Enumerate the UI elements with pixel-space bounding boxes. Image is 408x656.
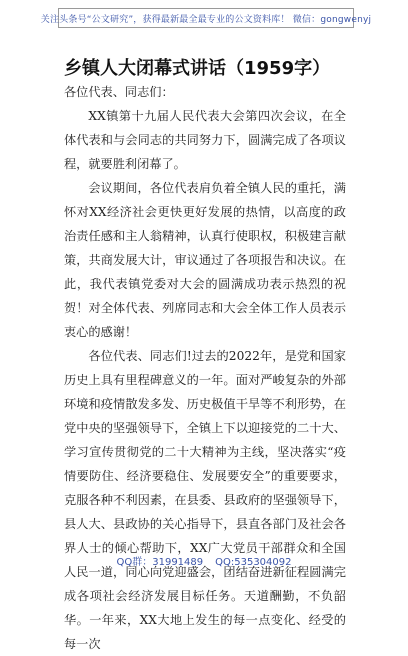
document-body <box>64 80 346 656</box>
salutation: 各位代表、同志们： <box>64 85 174 99</box>
header-banner: 关注头条号“公文研究”，获得最新最全最专业的公文资料库！ 微信：gongwenyj <box>58 8 354 28</box>
footer-contact <box>0 553 408 568</box>
paragraph-1: XX镇第十九届人民代表大会第四次会议，在全体代表和与会同志的共同努力下，圆满完成了各项议程，就要胜利闭幕了。 <box>64 109 346 171</box>
footer-qq-group: QQ群：31991489 <box>116 557 204 568</box>
document-title: 乡镇人大闭幕式讲话（1959字） <box>64 58 331 79</box>
paragraph-2: 会议期间，各位代表肩负着全镇人民的重托，满怀对XX经济社会更快更好发展的热情，以高度的政治责任感和主人翁精神，认真行使职权，积极建言献策，共商发展大计，审议通过了各项报告和决议。在此，我代表镇党委对大会的圆满成功表示热烈的祝贺！对全体代表、列席同志和大会全体工作人员表示衷心的感谢！ <box>64 181 346 339</box>
footer-qq: QQ:535304092 <box>215 557 292 568</box>
paragraph-3: 各位代表、同志们!过去的2022年，是党和国家历史上具有里程碑意义的一年。面对严峻复杂的外部环境和疫情散发多发、历史极值干旱等不利形势，在党中央的坚强领导下，全镇上下以迎接党的二十大、学习宣传贯彻党的二十大精神为主线，坚决落实“疫情要防住、经济要稳住、发展要安全”的重要要求，克服各种不利因素，在县委、县政府的坚强领导下，县人大、县政协的关心指导下，县直各部门及社会各界人士的倾心帮助下，XX广大党员干部群众和全国人民一道，同心向党迎盛会，团结奋进新征程圆满完成各项社会经济发展目标任务。天道酬勤，不负韶华。一年来，XX大地上发生的每一点变化、经受的每一次 <box>64 349 346 651</box>
